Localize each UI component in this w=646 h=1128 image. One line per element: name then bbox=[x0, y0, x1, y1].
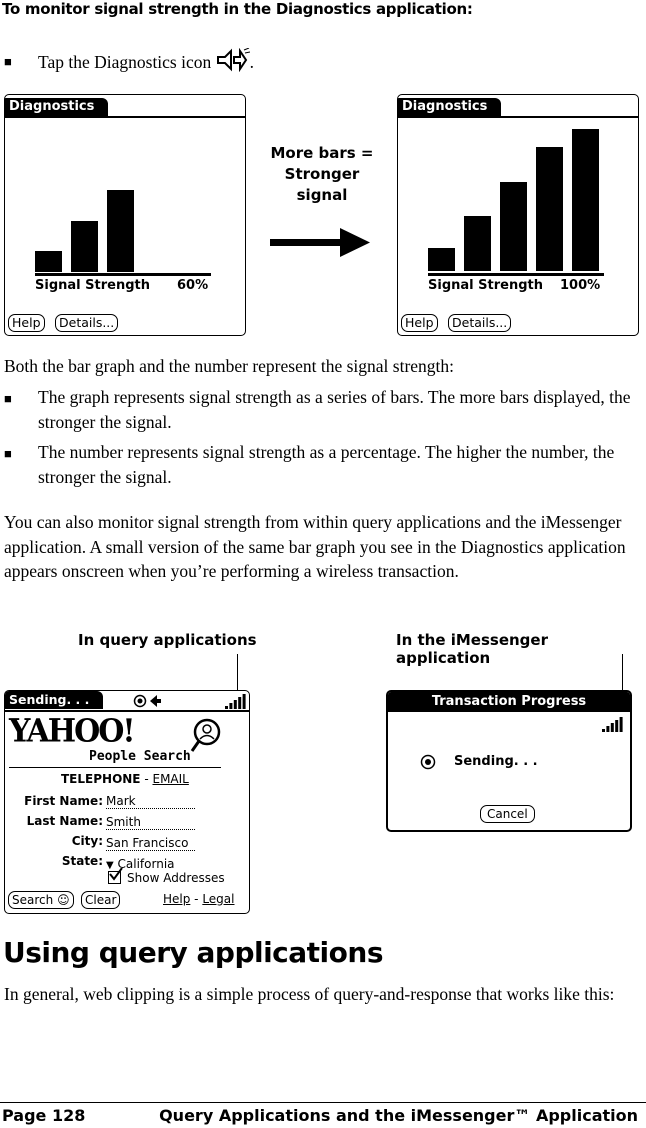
yahoo-logo: YAHOO! bbox=[9, 713, 134, 750]
legal-link[interactable]: Legal bbox=[202, 892, 235, 906]
callout-imessenger: In the iMessenger application bbox=[396, 631, 548, 667]
show-addresses-label: Show Addresses bbox=[127, 871, 225, 885]
bullet-marker: ■ bbox=[4, 446, 12, 461]
footer-rule bbox=[0, 1102, 646, 1103]
signal-strength-icon bbox=[223, 693, 247, 709]
sending-status-icon bbox=[420, 754, 436, 770]
help-link[interactable]: Help bbox=[163, 892, 191, 906]
diagnostics-icon bbox=[216, 48, 250, 72]
mini-signal-bar bbox=[606, 726, 609, 732]
mini-signal-bar bbox=[611, 723, 614, 732]
last-name-field[interactable]: Smith bbox=[106, 812, 195, 830]
callout-query-applications: In query applications bbox=[78, 631, 257, 649]
search-button-label: Search bbox=[12, 893, 54, 907]
bullet-marker: ■ bbox=[4, 391, 12, 406]
help-button[interactable]: Help bbox=[401, 314, 438, 332]
footer-links bbox=[163, 892, 235, 906]
bar-baseline bbox=[35, 273, 211, 276]
dropdown-arrow-icon: ▼ bbox=[106, 860, 114, 871]
state-value: California bbox=[117, 857, 175, 871]
state-label: State: bbox=[61, 854, 103, 868]
signal-bar bbox=[71, 221, 98, 272]
divider bbox=[9, 767, 221, 768]
screen-title: Diagnostics bbox=[398, 98, 501, 116]
sending-status-text: Sending. . . bbox=[454, 754, 538, 769]
signal-bar bbox=[536, 147, 563, 271]
signal-strength-label: Signal Strength bbox=[35, 278, 150, 293]
clear-button[interactable]: Clear bbox=[81, 891, 120, 909]
signal-bar bbox=[428, 248, 455, 271]
callout-line-right bbox=[622, 654, 623, 690]
mini-signal-bar bbox=[615, 720, 618, 732]
page-number: Page 128 bbox=[2, 1106, 86, 1125]
paragraph-monitor-signal: You can also monitor signal strength from within query applications and the iMessenger application. A small version of the same bar graph you see in the Diagnostics application appears onscreen when you’re performing a wireless transaction. bbox=[4, 512, 626, 581]
busy-icon: ☺ bbox=[57, 893, 70, 907]
bar-baseline bbox=[428, 273, 604, 276]
help-button[interactable]: Help bbox=[8, 314, 45, 332]
title-underline bbox=[5, 116, 245, 118]
arrow-caption bbox=[262, 143, 382, 206]
paragraph-signal-intro: Both the bar graph and the number represent the signal strength: bbox=[4, 356, 455, 376]
arrow-caption-line-3: signal bbox=[296, 186, 348, 204]
diagnostics-screen-100 bbox=[397, 94, 639, 336]
step-1-label: Tap the Diagnostics icon bbox=[38, 52, 212, 72]
magnifier-person-icon bbox=[189, 717, 225, 753]
title-underline bbox=[5, 710, 249, 712]
mode-telephone[interactable]: TELEPHONE bbox=[61, 772, 141, 786]
dialog-title: Transaction Progress bbox=[388, 692, 630, 712]
mini-signal-bar bbox=[243, 694, 246, 709]
arrow-caption-line-1: More bars = bbox=[270, 144, 374, 162]
paragraph-query-process: In general, web clipping is a simple process of query-and-response that works like this: bbox=[4, 984, 615, 1004]
show-addresses-row[interactable] bbox=[108, 871, 225, 885]
mini-signal-bar bbox=[620, 717, 623, 732]
mini-signal-bar bbox=[238, 697, 241, 709]
field-labels bbox=[7, 791, 103, 871]
first-name-field[interactable]: Mark bbox=[106, 791, 195, 809]
search-button[interactable] bbox=[8, 891, 74, 909]
mini-signal-bar bbox=[602, 729, 605, 732]
signal-bar bbox=[107, 190, 134, 272]
procedure-heading: To monitor signal strength in the Diagnostics application: bbox=[2, 0, 473, 18]
title-underline bbox=[398, 116, 638, 118]
first-name-label: First Name: bbox=[24, 794, 103, 808]
step-1-text bbox=[38, 48, 254, 75]
details-button[interactable]: Details... bbox=[55, 314, 118, 332]
cancel-button[interactable]: Cancel bbox=[480, 805, 535, 823]
mini-signal-bar bbox=[234, 700, 237, 709]
right-arrow-icon bbox=[268, 226, 372, 260]
signal-bars bbox=[35, 190, 215, 272]
city-label: City: bbox=[71, 834, 103, 848]
diagnostics-screen-60 bbox=[4, 94, 246, 336]
people-search-subtitle: People Search bbox=[89, 749, 191, 764]
mini-signal-bar bbox=[229, 703, 232, 709]
sending-title: Sending. . . bbox=[5, 691, 103, 709]
query-app-screen bbox=[4, 690, 250, 914]
sending-activity-icon bbox=[133, 694, 165, 708]
callout-line-left bbox=[237, 654, 238, 690]
signal-bar bbox=[572, 129, 599, 271]
details-button[interactable]: Details... bbox=[448, 314, 511, 332]
bullet-marker: ■ bbox=[4, 54, 12, 69]
last-name-label: Last Name: bbox=[26, 814, 103, 828]
signal-bar bbox=[464, 216, 491, 271]
step-1-suffix: . bbox=[249, 52, 254, 72]
bullet-graph-text: The graph represents signal strength as a series of bars. The more bars displayed, the stronger the signal. bbox=[38, 387, 631, 432]
field-values bbox=[106, 791, 195, 876]
bullet-number-text: The number represents signal strength as a percentage. The higher the number, the stronger the signal. bbox=[38, 442, 615, 487]
running-footer-title: Query Applications and the iMessenger™ Application bbox=[159, 1106, 638, 1125]
signal-bar bbox=[35, 251, 62, 272]
checkbox-checked-icon[interactable] bbox=[108, 871, 121, 884]
signal-bars bbox=[428, 129, 608, 271]
signal-bar bbox=[500, 182, 527, 271]
arrow-caption-line-2: Stronger bbox=[284, 165, 360, 183]
mini-signal-bar bbox=[225, 706, 228, 709]
city-field[interactable]: San Francisco bbox=[106, 833, 195, 851]
signal-strength-label: Signal Strength bbox=[428, 278, 543, 293]
mode-separator: - bbox=[140, 772, 153, 786]
link-separator: - bbox=[190, 892, 203, 906]
section-heading: Using query applications bbox=[3, 936, 383, 969]
signal-strength-icon bbox=[600, 716, 624, 732]
signal-percent: 100% bbox=[560, 278, 601, 293]
mode-email[interactable]: EMAIL bbox=[152, 772, 189, 786]
signal-percent: 60% bbox=[177, 278, 209, 293]
transaction-progress-dialog bbox=[386, 690, 632, 832]
search-mode-toggle bbox=[61, 772, 189, 786]
screen-title: Diagnostics bbox=[5, 98, 108, 116]
